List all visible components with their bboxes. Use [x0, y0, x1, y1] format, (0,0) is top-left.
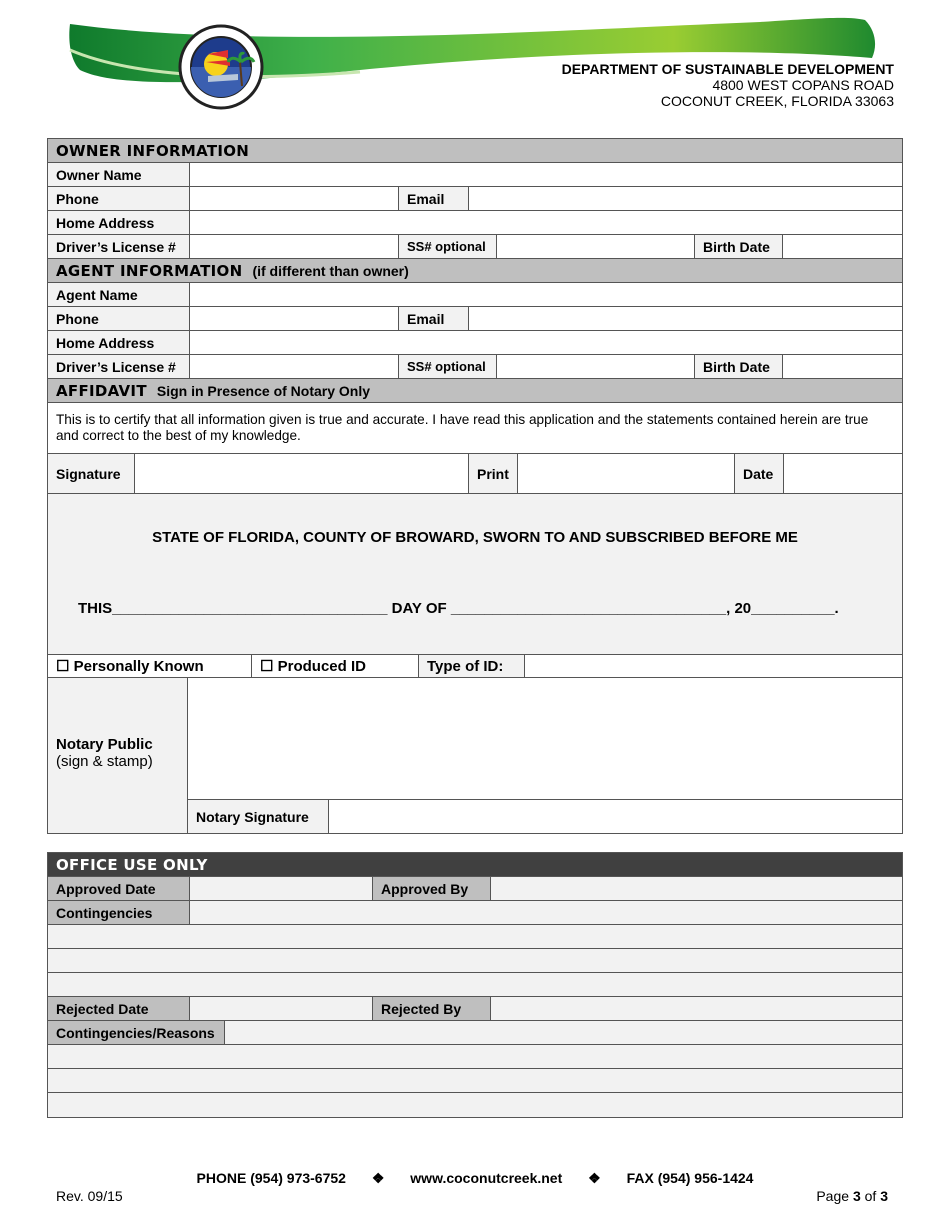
- notary-stamp-field[interactable]: [188, 678, 902, 800]
- owner-ss-label: SS# optional: [399, 235, 497, 258]
- owner-section-header: [48, 139, 902, 163]
- owner-ss-field[interactable]: [497, 235, 695, 258]
- address-line-2: COCONUT CREEK, FLORIDA 33063: [660, 93, 894, 109]
- date-label: Date: [735, 454, 784, 493]
- owner-license-label: Driver’s License #: [48, 235, 190, 258]
- notary-signature-field[interactable]: [329, 800, 902, 833]
- agent-birth-label: Birth Date: [695, 355, 783, 378]
- affidavit-statement: This is to certify that all information given is true and accurate. I have read this application and the statements contained herein are true and correct to the best of my knowledge.: [56, 412, 869, 443]
- diamond-separator-icon: ❖: [588, 1170, 601, 1186]
- sworn-statement: STATE OF FLORIDA, COUNTY OF BROWARD, SWORN TO AND SUBSCRIBED BEFORE ME: [152, 529, 798, 546]
- agent-name-field[interactable]: [190, 283, 902, 306]
- reasons-line-field[interactable]: [48, 1069, 902, 1092]
- signature-row: [48, 454, 902, 494]
- contingencies-field[interactable]: [190, 901, 902, 924]
- agent-ss-label: SS# optional: [399, 355, 497, 378]
- sign-stamp-label: (sign & stamp): [56, 753, 153, 770]
- agent-license-field[interactable]: [190, 355, 399, 378]
- agent-phone-row: [48, 307, 902, 331]
- print-field[interactable]: [518, 454, 735, 493]
- contingencies-line-field[interactable]: [48, 925, 902, 948]
- footer-fax: FAX (954) 956-1424: [626, 1170, 754, 1186]
- office-section-title: OFFICE USE ONLY: [56, 855, 208, 874]
- notary-stamp-area: [188, 678, 902, 833]
- produced-id-checkbox[interactable]: [252, 655, 419, 677]
- owner-email-field[interactable]: [469, 187, 902, 210]
- agent-address-row: [48, 331, 902, 355]
- notary-signature-label: Notary Signature: [188, 800, 329, 833]
- address-line-1: 4800 WEST COPANS ROAD: [712, 77, 894, 93]
- agent-email-label: Email: [399, 307, 469, 330]
- page-current: 3: [852, 1188, 861, 1204]
- application-form: [47, 138, 903, 834]
- notary-row: [48, 678, 902, 833]
- reasons-line-field[interactable]: [48, 1093, 902, 1117]
- owner-name-row: [48, 163, 902, 187]
- owner-email-label: Email: [399, 187, 469, 210]
- rejected-by-field[interactable]: [491, 997, 902, 1020]
- owner-section-title: OWNER INFORMATION: [56, 141, 250, 160]
- notary-public-label: Notary Public: [56, 736, 153, 753]
- owner-license-field[interactable]: [190, 235, 399, 258]
- footer-website-link[interactable]: www.coconutcreek.net: [410, 1170, 563, 1186]
- department-address: [562, 61, 894, 109]
- reasons-line-3: [48, 1093, 902, 1117]
- revision-label: Rev. 09/15: [56, 1188, 123, 1204]
- affidavit-section-title: AFFIDAVIT: [56, 381, 147, 400]
- signature-field[interactable]: [135, 454, 469, 493]
- approved-date-field[interactable]: [190, 877, 373, 900]
- reasons-line-2: [48, 1069, 902, 1093]
- contingencies-line-field[interactable]: [48, 973, 902, 996]
- affidavit-statement-row: [48, 403, 902, 454]
- type-of-id-field[interactable]: [525, 655, 902, 677]
- office-section-header: [48, 853, 902, 877]
- owner-address-label: Home Address: [48, 211, 190, 234]
- sworn-date-line: THIS_________________________________ DAY OF _________________________________, 20__________.: [78, 600, 839, 617]
- agent-license-row: [48, 355, 902, 379]
- contingencies-line-1: [48, 925, 902, 949]
- print-label: Print: [469, 454, 518, 493]
- approved-date-label: Approved Date: [48, 877, 190, 900]
- reasons-line-field[interactable]: [48, 1045, 902, 1068]
- agent-section-title: AGENT INFORMATION: [56, 261, 243, 280]
- rejected-by-label: Rejected By: [373, 997, 491, 1020]
- owner-phone-label: Phone: [48, 187, 190, 210]
- notary-public-cell: [48, 678, 188, 833]
- id-row: [48, 655, 902, 678]
- agent-ss-field[interactable]: [497, 355, 695, 378]
- contingencies-line-3: [48, 973, 902, 997]
- agent-section-header: [48, 259, 902, 283]
- rejected-date-label: Rejected Date: [48, 997, 190, 1020]
- contingencies-row: [48, 901, 902, 925]
- owner-birth-field[interactable]: [783, 235, 902, 258]
- agent-address-label: Home Address: [48, 331, 190, 354]
- reasons-field[interactable]: [225, 1021, 902, 1044]
- department-name: DEPARTMENT OF SUSTAINABLE DEVELOPMENT: [561, 61, 894, 77]
- agent-email-field[interactable]: [469, 307, 902, 330]
- date-field[interactable]: [784, 454, 902, 493]
- agent-name-row: [48, 283, 902, 307]
- approved-by-label: Approved By: [373, 877, 491, 900]
- agent-phone-label: Phone: [48, 307, 190, 330]
- personally-known-checkbox[interactable]: [48, 655, 252, 677]
- page-prefix: Page: [816, 1188, 850, 1204]
- agent-address-field[interactable]: [190, 331, 902, 354]
- owner-phone-field[interactable]: [190, 187, 399, 210]
- reasons-label: Contingencies/Reasons: [48, 1021, 225, 1044]
- type-of-id-label: Type of ID:: [419, 655, 525, 677]
- approved-by-field[interactable]: [491, 877, 902, 900]
- contingencies-line-2: [48, 949, 902, 973]
- owner-name-field[interactable]: [190, 163, 902, 186]
- page-number: [816, 1188, 888, 1204]
- notary-signature-row: [188, 800, 902, 833]
- page-total: 3: [880, 1188, 888, 1204]
- affidavit-section-header: [48, 379, 902, 403]
- contingencies-line-field[interactable]: [48, 949, 902, 972]
- footer-contact: [0, 1170, 950, 1187]
- owner-birth-label: Birth Date: [695, 235, 783, 258]
- produced-id-label: ☐ Produced ID: [260, 658, 366, 675]
- owner-license-row: [48, 235, 902, 259]
- rejected-row: [48, 997, 902, 1021]
- diamond-separator-icon: ❖: [371, 1170, 385, 1186]
- rejected-date-field[interactable]: [190, 997, 373, 1020]
- page-of: of: [864, 1188, 877, 1204]
- reasons-line-1: [48, 1045, 902, 1069]
- personally-known-label: ☐ Personally Known: [56, 658, 204, 675]
- agent-birth-field[interactable]: [783, 355, 902, 378]
- affidavit-section-note: Sign in Presence of Notary Only: [156, 382, 371, 399]
- contingencies-label: Contingencies: [48, 901, 190, 924]
- agent-phone-field[interactable]: [190, 307, 399, 330]
- page-header: [0, 0, 950, 120]
- footer-phone: PHONE (954) 973-6752: [196, 1170, 346, 1186]
- owner-address-field[interactable]: [190, 211, 902, 234]
- owner-phone-row: [48, 187, 902, 211]
- sworn-block: [48, 494, 902, 655]
- signature-label: Signature: [48, 454, 135, 493]
- agent-name-label: Agent Name: [48, 283, 190, 306]
- agent-section-note: (if different than owner): [252, 262, 409, 279]
- city-seal-logo: [178, 24, 264, 110]
- office-use-table: [47, 852, 903, 1118]
- reasons-row: [48, 1021, 902, 1045]
- approved-row: [48, 877, 902, 901]
- agent-license-label: Driver’s License #: [48, 355, 190, 378]
- owner-address-row: [48, 211, 902, 235]
- owner-name-label: Owner Name: [48, 163, 190, 186]
